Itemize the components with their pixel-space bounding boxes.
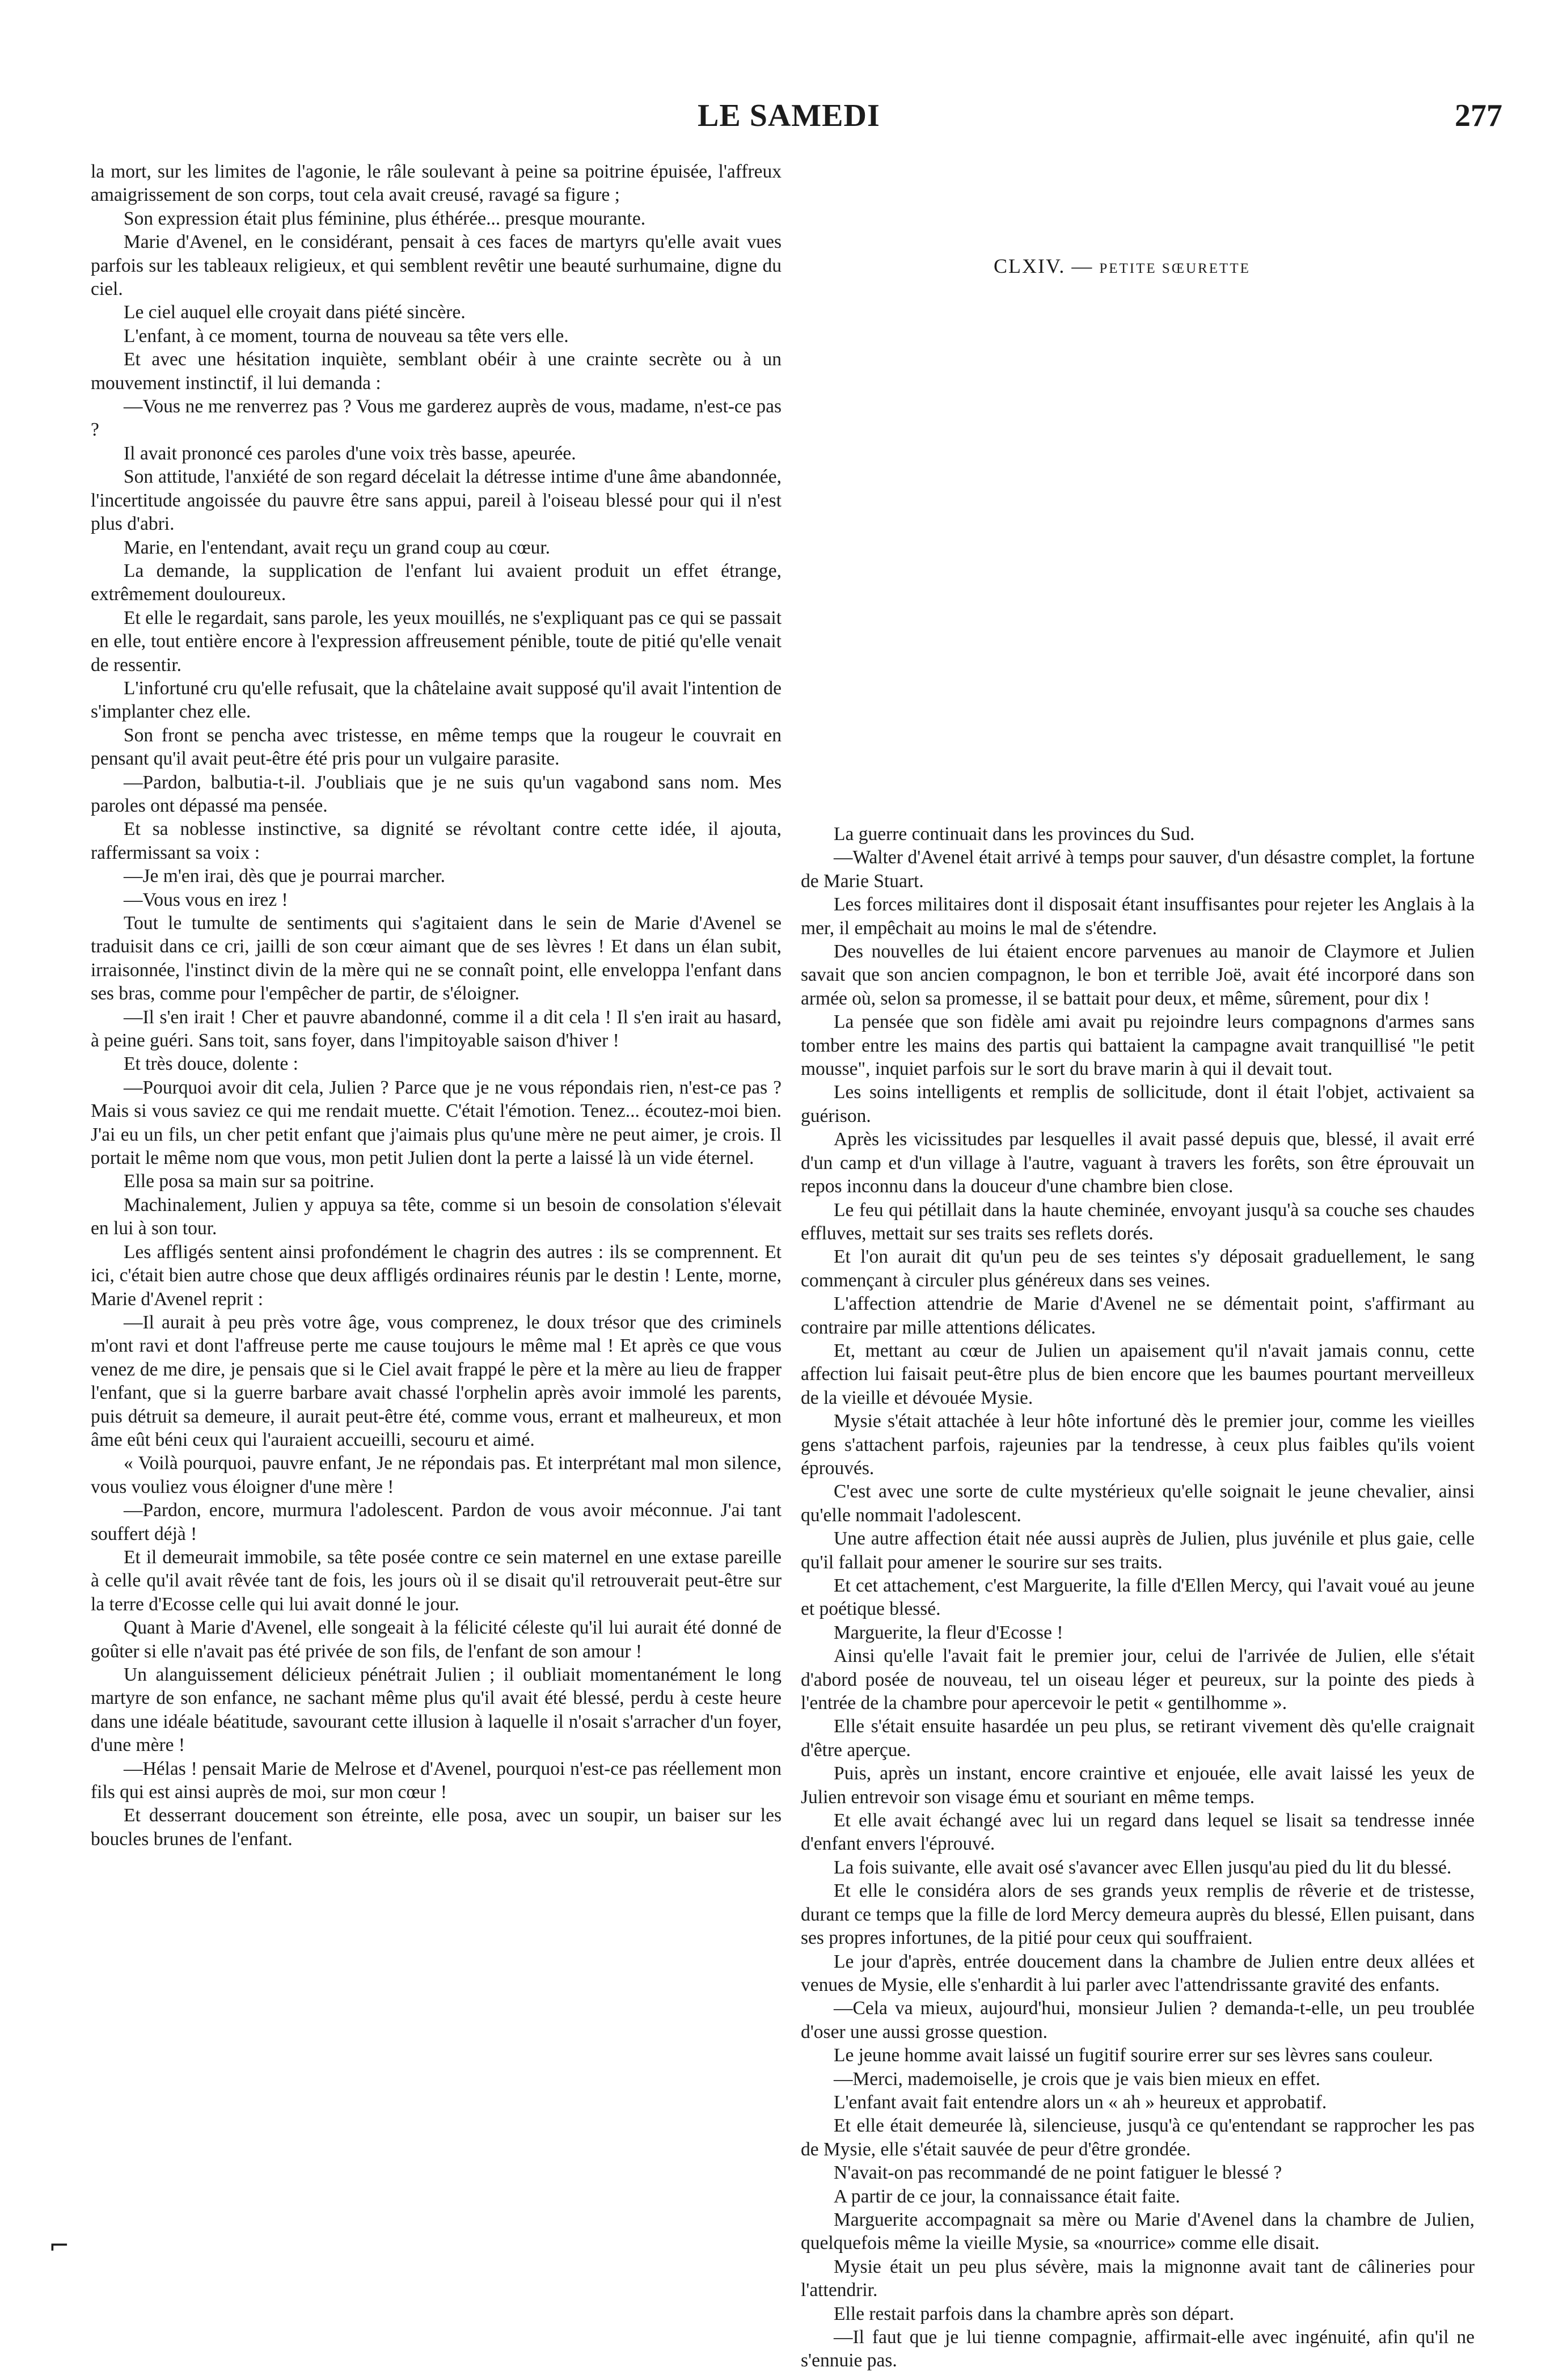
paragraph: Et elle le considéra alors de ses grands yeux remplis de rêverie et de tristesse, durant ce temps que la fille de lord Mercy demeura auprès du blessé, Ellen puisant, dans ses propres infortunes, de la pitié pour ceux qui souffraient. — [801, 1880, 1475, 1949]
paragraph: Et elle avait échangé avec lui un regard dans lequel se lisait sa tendresse innée d'enfant envers l'éprouvé. — [801, 1810, 1475, 1855]
paragraph: Et elle était demeurée là, silencieuse, jusqu'à ce qu'entendant se rapprocher les pas de Mysie, elle s'était sauvée de peur d'être grondée. — [801, 2115, 1475, 2160]
paragraph: —Vous vous en irez ! — [124, 889, 288, 910]
page-number: 277 — [1455, 98, 1502, 133]
paragraph: Et il demeurait immobile, sa tête posée contre ce sein maternel en une extase pareille à celle qu'il avait rêvée tant de fois, les jours où il se disait qu'il retrouverait peut-être sur la terre d'Ecosse celle qui lui avait donné le jour. — [91, 1546, 782, 1615]
paragraph: Marguerite accompagnait sa mère ou Marie d'Avenel dans la chambre de Julien, quelquefois même la vieille Mysie, sa «nourrice» comme elle disait. — [801, 2209, 1475, 2254]
margin-pen-mark: ⌐ — [49, 2231, 70, 2260]
paragraph: —Il faut que je lui tienne compagnie, affirmait-elle avec ingénuité, afin qu'il ne s'ennuie pas. — [801, 2327, 1475, 2371]
paragraph: Le feu qui pétillait dans la haute cheminée, envoyant jusqu'à sa couche ses chaudes effluves, mettait sur ses traits ses reflets dorés. — [801, 1199, 1475, 1244]
paragraph: —Hélas ! pensait Marie de Melrose et d'Avenel, pourquoi n'est-ce pas réellement mon fils qui est ainsi auprès de moi, sur mon cœur ! — [91, 1758, 782, 1803]
paragraph: Elle restait parfois dans la chambre après son départ. — [834, 2303, 1235, 2324]
paragraph: la mort, sur les limites de l'agonie, le râle soulevant à peine sa poitrine épuisée, l'affreux amaigrissement de son corps, tout cela avait creusé, ravagé sa figure ; — [91, 161, 782, 206]
paragraph: —Pardon, encore, murmura l'adolescent. Pardon de vous avoir méconnue. J'ai tant souffert déjà ! — [91, 1500, 782, 1545]
paragraph: Les affligés sentent ainsi profondément le chagrin des autres : ils se comprennent. Et ici, c'était bien autre chose que deux affligés ordinaires réunis par le destin ! Lente, morne, Marie d'Avenel reprit : — [91, 1241, 782, 1310]
paragraph: Son attitude, l'anxiété de son regard décelait la détresse intime d'une âme abandonnée, l'incertitude angoissée du pauvre être sans appui, pareil à l'oiseau blessé pour qui il n'est plus d'abri. — [91, 466, 782, 535]
paragraph: Elle s'était ensuite hasardée un peu plus, se retirant vivement dès qu'elle craignait d'être aperçue. — [801, 1716, 1475, 1761]
paragraph: Et très douce, dolente : — [124, 1053, 298, 1075]
paragraph: « Voilà pourquoi, pauvre enfant, Je ne répondais pas. Et interprétant mal mon silence, vous vouliez vous éloigner d'une mère ! — [91, 1453, 782, 1497]
paragraph: Son front se pencha avec tristesse, en même temps que la rougeur le couvrait en pensant qu'il avait peut-être été pris pour un vulgaire parasite. — [91, 724, 782, 770]
paragraph: L'affection attendrie de Marie d'Avenel ne se démentait point, s'affirmant au contraire par mille attentions délicates. — [801, 1293, 1475, 1338]
paragraph: Et, mettant au cœur de Julien un apaisement qu'il n'avait jamais connu, cette affection lui faisait peut-être plus de bien encore que les baumes pourtant merveilleux de la vieille et dévouée Mysie. — [801, 1340, 1475, 1408]
paragraph: —Cela va mieux, aujourd'hui, monsieur Julien ? demanda-t-elle, un peu troublée d'oser une aussi grosse question. — [801, 1998, 1475, 2043]
paragraph: —Pardon, balbutia-t-il. J'oubliais que je ne suis qu'un vagabond sans nom. Mes paroles ont dépassé ma pensée. — [91, 771, 782, 816]
paragraph: —Il s'en irait ! Cher et pauvre abandonné, comme il a dit cela ! Il s'en irait au hasard, à peine guéri. Sans toit, sans foyer, dans l'impitoyable saison d'hiver ! — [91, 1006, 782, 1052]
paragraph: —Pourquoi avoir dit cela, Julien ? Parce que je ne vous répondais rien, n'est-ce pas ? Mais si vous saviez ce qui me rendait muette. C'était l'émotion. Tenez... écoutez-moi bien. J'ai eu un fils, un cher petit enfant que j'aimais plus qu'une mère ne peut aimer, je crois. Il portait le même nom que vous, mon petit Julien dont la perte a laissé là un vide éternel. — [91, 1077, 782, 1169]
paragraph: L'infortuné cru qu'elle refusait, que la châtelaine avait supposé qu'il avait l'intention de s'implanter chez elle. — [91, 677, 782, 723]
paragraph: C'est avec une sorte de culte mystérieux qu'elle soignait le jeune chevalier, ainsi qu'elle nommait l'adolescent. — [801, 1481, 1475, 1526]
paragraph: —Walter d'Avenel était arrivé à temps pour sauver, d'un désastre complet, la fortune de Marie Stuart. — [801, 847, 1475, 892]
paragraph: Quant à Marie d'Avenel, elle songeait à la félicité céleste qu'il lui aurait été donné de goûter si elle n'avait pas été privée de son fils, de l'enfant de son amour ! — [91, 1617, 782, 1662]
paragraph: Et sa noblesse instinctive, sa dignité se révoltant contre cette idée, il ajouta, raffermissant sa voix : — [91, 818, 782, 863]
paragraph: Une autre affection était née aussi auprès de Julien, plus juvénile et plus gaie, celle qu'il fallait pour amener le sourire sur ses traits. — [801, 1528, 1475, 1573]
paragraph: Elle posa sa main sur sa poitrine. — [124, 1171, 374, 1192]
paragraph: Marie d'Avenel, en le considérant, pensait à ces faces de martyrs qu'elle avait vues parfois sur les tableaux religieux, et qui semblent revêtir une beauté surhumaine, digne du ciel. — [91, 231, 782, 300]
paragraph: Mysie était un peu plus sévère, mais la mignonne avait tant de câlineries pour l'attendrir. — [801, 2256, 1475, 2301]
paragraph: Après les vicissitudes par lesquelles il avait passé depuis que, blessé, il avait erré d'un camp et d'un village à l'autre, vaguant à travers les forêts, son être éprouvait un repos inconnu dans la douceur d'une chambre bien close. — [801, 1129, 1475, 1197]
paragraph: L'enfant, à ce moment, tourna de nouveau sa tête vers elle. — [124, 325, 569, 347]
paragraph: Et avec une hésitation inquiète, semblant obéir à une crainte secrète ou à un mouvement instinctif, il lui demanda : — [91, 349, 782, 394]
paragraph: Des nouvelles de lui étaient encore parvenues au manoir de Claymore et Julien savait que son ancien compagnon, le bon et terrible Joë, avait été incorporé dans son armée où, selon sa promesse, il se battait pour deux, et même, sûrement, pour dix ! — [801, 941, 1475, 1009]
paragraph: Le ciel auquel elle croyait dans piété sincère. — [124, 302, 466, 323]
chapter-title: PETITE SŒURETTE — [1099, 261, 1251, 276]
paragraph: Un alanguissement délicieux pénétrait Julien ; il oubliait momentanément le long martyre de son enfance, ne sachant même plus qu'il avait été blessé, perdu à ceste heure dans une idéale béatitude, savourant cette illusion à laquelle il n'osait s'arracher d'un foyer, d'une mère ! — [91, 1664, 782, 1756]
paragraph: Et elle le regardait, sans parole, les yeux mouillés, ne s'expliquant pas ce qui se passait en elle, tout entière encore à l'expression affreusement pénible, toute de pitié qu'elle venait de ressentir. — [91, 607, 782, 676]
running-head — [0, 98, 1567, 143]
chapter-heading — [994, 254, 1251, 278]
left-column — [91, 160, 782, 1851]
running-title: LE SAMEDI — [698, 98, 880, 133]
paragraph: L'enfant avait fait entendre alors un « ah » heureux et approbatif. — [834, 2091, 1327, 2113]
paragraph: Puis, après un instant, encore craintive et enjouée, elle avait laissé les yeux de Julien entrevoir son visage ému et souriant en même temps. — [801, 1763, 1475, 1808]
paragraph: —Je m'en irai, dès que je pourrai marcher. — [124, 866, 445, 887]
paragraph: Ainsi qu'elle l'avait fait le premier jour, celui de l'arrivée de Julien, elle s'était d'abord posée de nouveau, tel un oiseau léger et peureux, sur la pointe des pieds à l'entrée de la chambre pour apercevoir le petit « gentilhomme ». — [801, 1645, 1475, 1714]
paragraph: Machinalement, Julien y appuya sa tête, comme si un besoin de consolation s'élevait en lui à son tour. — [91, 1194, 782, 1239]
paragraph: Marguerite, la fleur d'Ecosse ! — [834, 1622, 1063, 1643]
paragraph: La pensée que son fidèle ami avait pu rejoindre leurs compagnons d'armes sans tomber entre les mains des partis qui battaient la campagne avait tranquillisé "le petit mousse", inquiet parfois sur le sort du brave marin à qui il devait tout. — [801, 1011, 1475, 1080]
paragraph: Le jeune homme avait laissé un fugitif sourire errer sur ses lèvres sans couleur. — [834, 2045, 1433, 2066]
paragraph: Les soins intelligents et remplis de sollicitude, dont il était l'objet, activaient sa guérison. — [801, 1082, 1475, 1126]
paragraph: —Vous ne me renverrez pas ? Vous me garderez auprès de vous, madame, n'est-ce pas ? — [91, 396, 782, 441]
paragraph: La guerre continuait dans les provinces du Sud. — [834, 824, 1195, 845]
paragraph: Il avait prononcé ces paroles d'une voix très basse, apeurée. — [124, 442, 576, 464]
paragraph: Marie, en l'entendant, avait reçu un grand coup au cœur. — [124, 537, 551, 558]
paragraph: La fois suivante, elle avait osé s'avancer avec Ellen jusqu'au pied du lit du blessé. — [834, 1856, 1452, 1878]
right-column — [801, 822, 1475, 2373]
paragraph: Tout le tumulte de sentiments qui s'agitaient dans le sein de Marie d'Avenel se traduisit dans ce cri, jailli de son cœur aimant que de ses lèvres ! Et dans un élan subit, irraisonnée, l'instinct divin de la mère qui ne se connaît point, elle enveloppa l'enfant dans ses bras, comme pour l'empêcher de partir, de s'éloigner. — [91, 913, 782, 1005]
paragraph: Et desserrant doucement son étreinte, elle posa, avec un soupir, un baiser sur les boucles brunes de l'enfant. — [91, 1805, 782, 1850]
paragraph: Le jour d'après, entrée doucement dans la chambre de Julien entre deux allées et venues de Mysie, elle s'enhardit à lui parler avec l'attendrissante gravité des enfants. — [801, 1951, 1475, 1995]
paragraph: A partir de ce jour, la connaissance était faite. — [834, 2185, 1180, 2207]
paragraph: Et cet attachement, c'est Marguerite, la fille d'Ellen Mercy, qui l'avait voué au jeune et poétique blessé. — [801, 1575, 1475, 1620]
paragraph: —Il aurait à peu près votre âge, vous comprenez, le doux trésor que des criminels m'ont ravi et dont l'affreuse perte me cause toujours le même mal ! Et après ce que vous venez de me dire, je pensais que si le Ciel avait frappé le père et la mère au lieu de frapper l'enfant, que si la guerre barbare avait chassé l'orphelin après avoir immolé les parents, puis détruit sa demeure, il aurait peut-être été, comme vous, errant et malheureux, et mon âme eût béni ceux qui l'auraient accueilli, secouru et aimé. — [91, 1311, 782, 1450]
paragraph: —Merci, mademoiselle, je crois que je vais bien mieux en effet. — [834, 2068, 1320, 2090]
paragraph: N'avait-on pas recommandé de ne point fatiguer le blessé ? — [834, 2162, 1282, 2184]
paragraph: La demande, la supplication de l'enfant lui avaient produit un effet étrange, extrêmement douloureux. — [91, 560, 782, 605]
paragraph: Les forces militaires dont il disposait étant insuffisantes pour rejeter les Anglais à la mer, il empêchait au moins le mal de s'étendre. — [801, 894, 1475, 939]
paragraph: Son expression était plus féminine, plus éthérée... presque mourante. — [124, 208, 646, 229]
paragraph: Et l'on aurait dit qu'un peu de ses teintes s'y déposait graduellement, le sang commençant à circuler plus généreux dans ses veines. — [801, 1246, 1475, 1291]
paragraph: Mysie s'était attachée à leur hôte infortuné dès le premier jour, comme les vieilles gens s'attachent parfois, rajeunies par la tendresse, à ceux plus faibles qu'ils voient éprouvés. — [801, 1411, 1475, 1479]
chapter-number: CLXIV. — — [994, 255, 1093, 277]
